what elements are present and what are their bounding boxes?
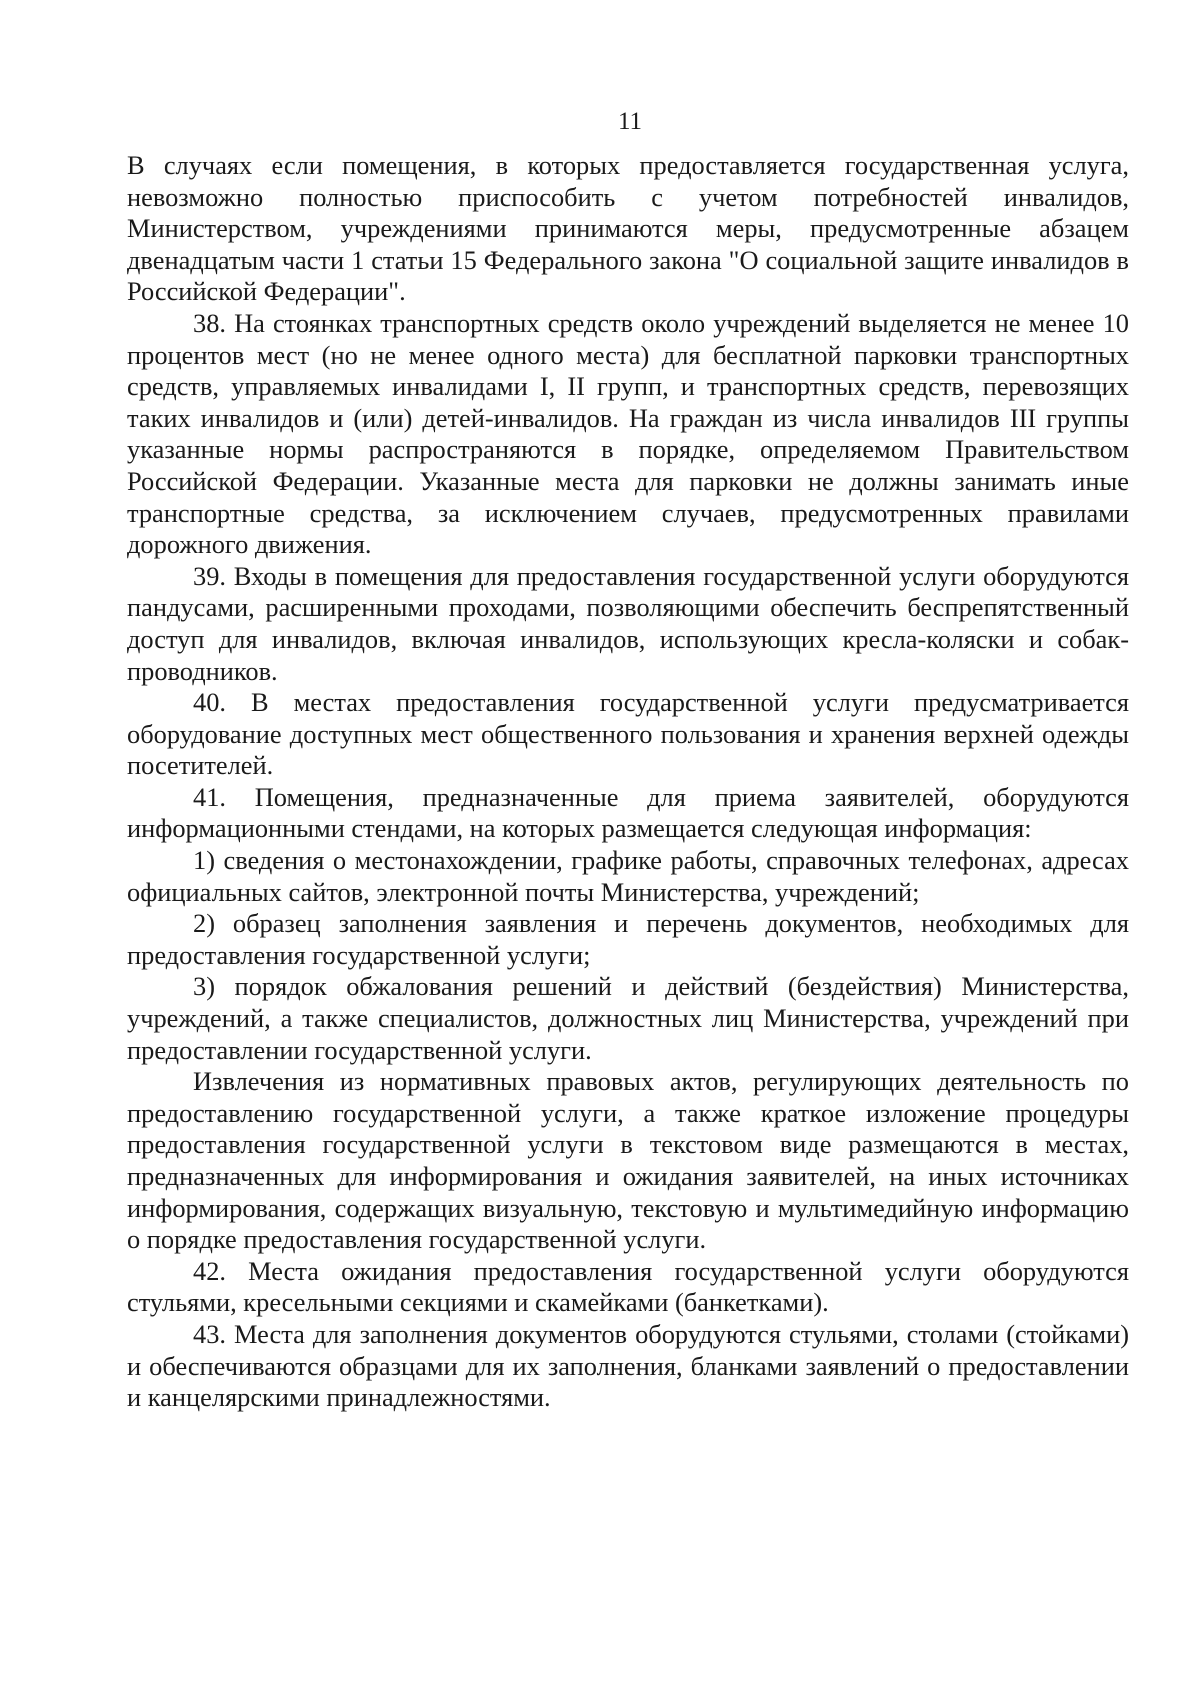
list-item-2: 2) образец заполнения заявления и перечень документов, необходимых для предоставления государственной услуги;: [127, 908, 1129, 970]
list-item-3: 3) порядок обжалования решений и действий (бездействия) Министерства, учреждений, а также специалистов, должностных лиц Министерства, учреждений при предоставлении государственной услуги.: [127, 971, 1129, 1065]
paragraph-42-waiting-places: 42. Места ожидания предоставления государственной услуги оборудуются стульями, кресельными секциями и скамейками (банкетками).: [127, 1255, 1129, 1318]
paragraph-40-public-places: 40. В местах предоставления государственной услуги предусматривается оборудование доступных мест общественного пользования и хранения верхней одежды посетителей.: [127, 687, 1129, 781]
paragraph-39-entrances: 39. Входы в помещения для предоставления государственной услуги оборудуются пандусами, расширенными проходами, позволяющими обеспечить беспрепятственный доступ для инвалидов, включая инвалидов, использующих кресла-коляски и собак-проводников.: [127, 560, 1129, 686]
document-body: [127, 150, 1129, 1414]
page-number: 11: [617, 108, 643, 135]
paragraph-accessibility-measures: В случаях если помещения, в которых предоставляется государственная услуга, невозможно полностью приспособить с учетом потребностей инвалидов, Министерством, учреждениями принимаются меры, предусмотренные абзацем двенадцатым части 1 статьи 15 Федерального закона "О социальной защите инвалидов в Российской Федерации".: [127, 150, 1129, 307]
paragraph-43-document-filling: 43. Места для заполнения документов оборудуются стульями, столами (стойками) и обеспечиваются образцами для их заполнения, бланками заявлений о предоставлении и канцелярскими принадлежностями.: [127, 1318, 1129, 1413]
paragraph-38-parking: 38. На стоянках транспортных средств около учреждений выделяется не менее 10 процентов мест (но не менее одного места) для бесплатной парковки транспортных средств, управляемых инвалидами I, II групп, и транспортных средств, перевозящих таких инвалидов и (или) детей-инвалидов. На граждан из числа инвалидов III группы указанные нормы распространяются в порядке, определяемом Правительством Российской Федерации. Указанные места для парковки не должны занимать иные транспортные средства, за исключением случаев, предусмотренных правилами дорожного движения.: [127, 307, 1129, 560]
paragraph-41-info-stands: 41. Помещения, предназначенные для приема заявителей, оборудуются информационными стендами, на которых размещается следующая информация:: [127, 781, 1129, 844]
paragraph-extracts: Извлечения из нормативных правовых актов, регулирующих деятельность по предоставлению государственной услуги, а также краткое изложение процедуры предоставления государственной услуги в текстовом виде размещаются в местах, предназначенных для информирования и ожидания заявителей, на иных источниках информирования, содержащих визуальную, текстовую и мультимедийную информацию о порядке предоставления государственной услуги.: [127, 1066, 1129, 1255]
list-item-1: 1) сведения о местонахождении, графике работы, справочных телефонах, адресах официальных сайтов, электронной почты Министерства, учреждений;: [127, 845, 1129, 907]
